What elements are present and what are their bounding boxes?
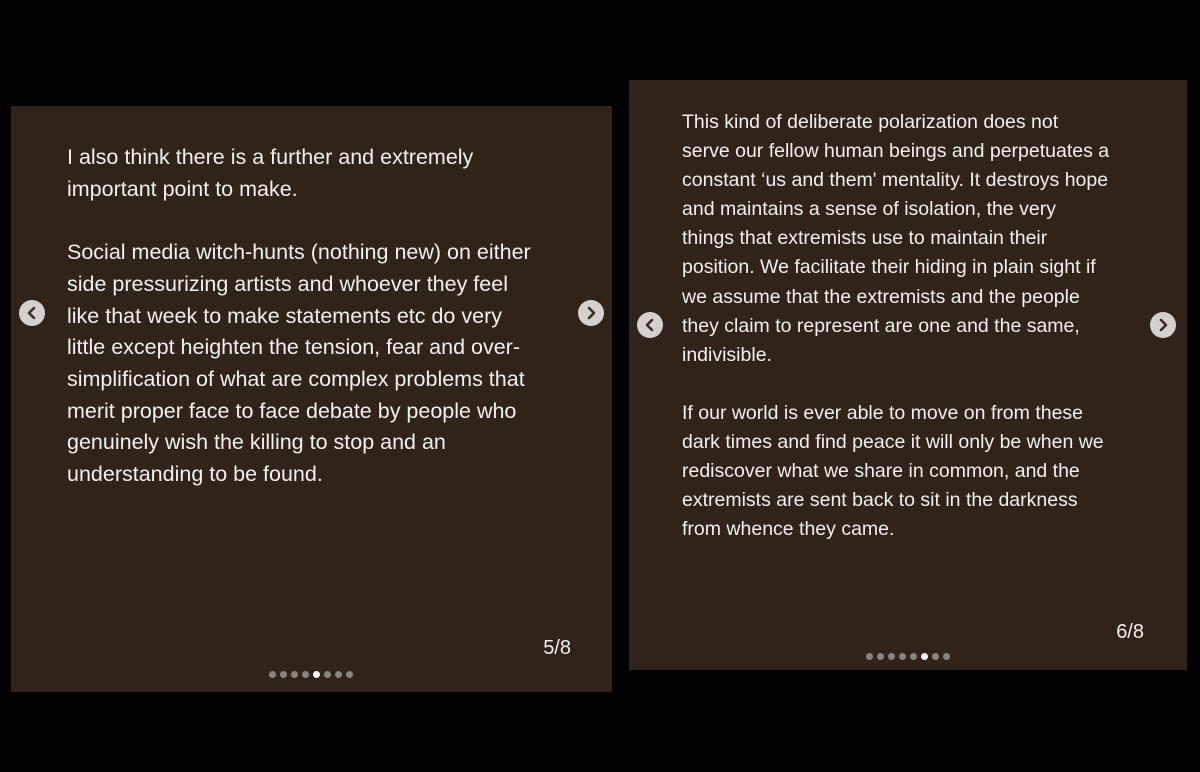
previous-slide-button[interactable] [19, 300, 45, 326]
pagination-dot-active[interactable] [921, 653, 928, 660]
chevron-left-icon [637, 312, 663, 338]
chevron-right-icon [1150, 312, 1176, 338]
pagination-dot[interactable] [280, 671, 287, 678]
carousel-slide-5 [11, 106, 612, 692]
chevron-right-icon [578, 300, 604, 326]
page-counter: 6/8 [1116, 621, 1144, 643]
next-slide-button[interactable] [578, 300, 604, 326]
pagination-dot[interactable] [324, 671, 331, 678]
pagination-dot[interactable] [899, 653, 906, 660]
slide-body-text: I also think there is a further and extremely important point to make. Social media witch-hunts (nothing new) on either side pressurizing artists and whoever they feel like that week to make statements etc do very little except heighten the tension, fear and over- simplification of what are complex problems that merit proper face to face debate by people who genuinely wish the killing to stop and an understanding to be found. [67, 145, 531, 487]
carousel-slide-6 [629, 80, 1187, 670]
pagination-dot[interactable] [943, 653, 950, 660]
pagination-dot[interactable] [877, 653, 884, 660]
previous-slide-button[interactable] [637, 312, 663, 338]
pagination-dot[interactable] [866, 653, 873, 660]
pagination-dot[interactable] [346, 671, 353, 678]
next-slide-button[interactable] [1150, 312, 1176, 338]
pagination-dot[interactable] [269, 671, 276, 678]
pagination-dot[interactable] [335, 671, 342, 678]
pagination-dots [866, 653, 950, 660]
pagination-dot[interactable] [302, 671, 309, 678]
pagination-dot[interactable] [932, 653, 939, 660]
page-counter: 5/8 [543, 637, 571, 659]
chevron-left-icon [19, 300, 45, 326]
pagination-dot[interactable] [888, 653, 895, 660]
pagination-dot-active[interactable] [313, 671, 320, 678]
pagination-dots [269, 671, 353, 678]
slide-body-text: This kind of deliberate polarization does not serve our fellow human beings and perpetuates a constant ‘us and them' mentality. It destroys hope and maintains a sense of isolation, the very things that extremists use to maintain their position. We facilitate their hiding in plain sight if we assume that the extremists and the people they claim to represent are one and the same, indivisible. If our world is ever able to move on from these dark times and find peace it will only be when we rediscover what we share in common, and the extremists are sent back to sit in the darkness from whence they came. [682, 111, 1110, 541]
pagination-dot[interactable] [291, 671, 298, 678]
pagination-dot[interactable] [910, 653, 917, 660]
